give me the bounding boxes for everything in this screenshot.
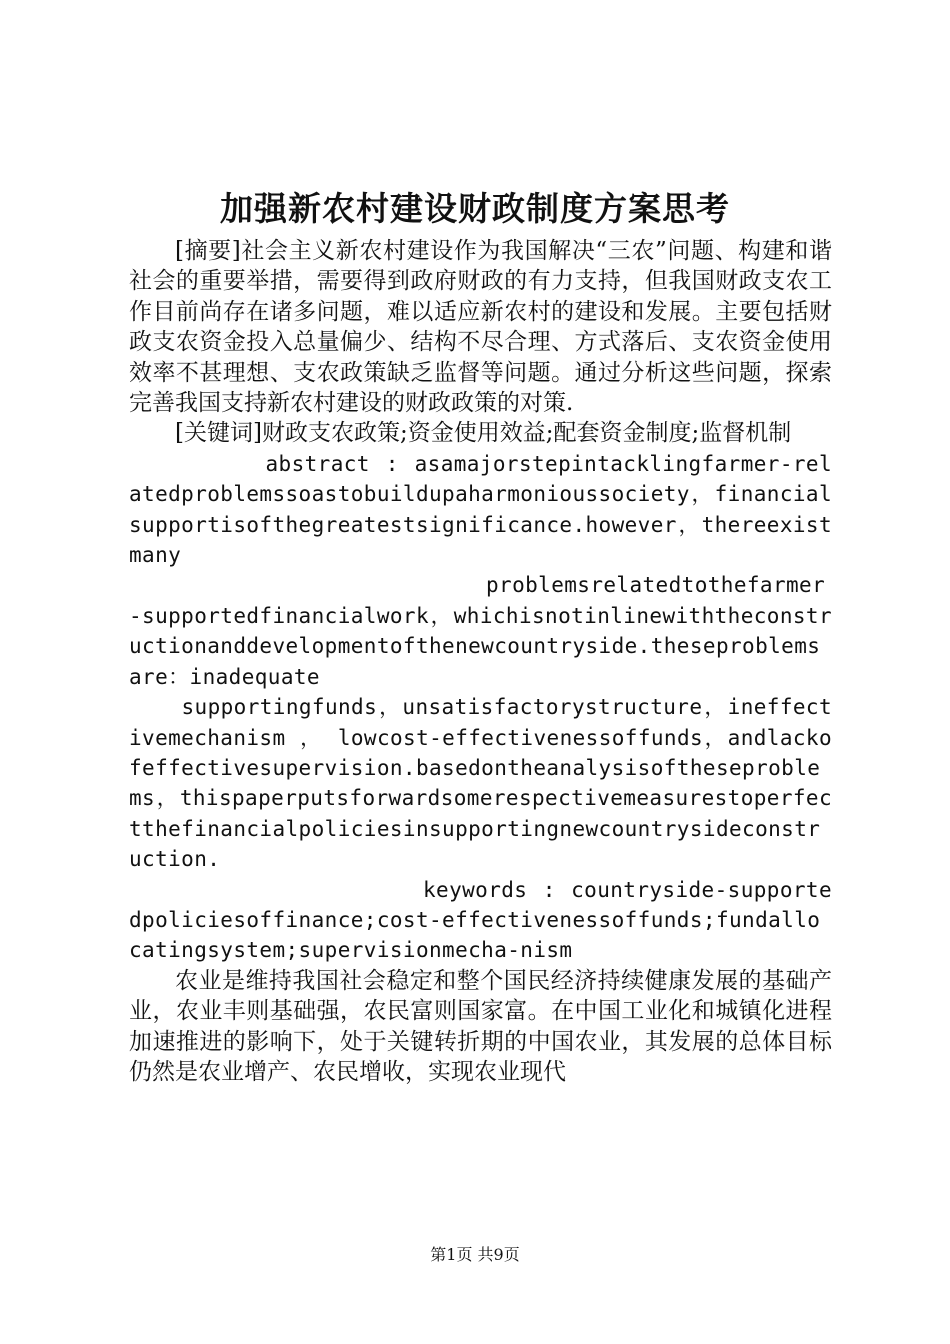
abstract-en-paragraph-2: problemsrelatedtothefarmer-supportedfinancialwork，whichisnotinlinewiththeconstructionanddevelopmentofthenewcountryside.theseproblemsare：inadequate: [129, 573, 832, 689]
keywords-cn-paragraph: [关键词]财政支农政策;资金使用效益;配套资金制度;监督机制: [175, 420, 792, 447]
document-body: [129, 236, 832, 1087]
document-title: 加强新农村建设财政制度方案思考: [220, 189, 730, 228]
abstract-en-paragraph-3: supportingfunds，unsatisfactorystructure，ineffectivemechanism ， lowcost-effectivenessoffunds，andlackofeffectivesupervision.basedontheanalysisoftheseproblems，thispaperputsforwardsomerespectivemeasurestoperfectthefinancialpoliciesinsupportingnewcountrysideconstruction.: [129, 695, 832, 872]
abstract-cn-paragraph: [摘要]社会主义新农村建设作为我国解决“三农”问题、构建和谐社会的重要举措，需要得到政府财政的有力支持，但我国财政支农工作目前尚存在诸多问题，难以适应新农村的建设和发展。主要包括财政支农资金投入总量偏少、结构不尽合理、方式落后、支农资金使用效率不甚理想、支农政策缺乏监督等问题。通过分析这些问题，探索完善我国支持新农村建设的财政政策的对策.: [129, 238, 832, 417]
abstract-en-paragraph-1: abstract : asamajorstepintacklingfarmer-relatedproblemssoastobuildupaharmonioussociety，financialsupportisofthegreatestsignificance.however，thereexistmany: [129, 451, 832, 568]
page-number-footer: 第1页 共9页: [430, 1245, 520, 1264]
body-paragraph: 农业是维持我国社会稳定和整个国民经济持续健康发展的基础产业，农业丰则基础强，农民富则国家富。在中国工业化和城镇化进程加速推进的影响下，处于关键转折期的中国农业，其发展的总体目标仍然是农业增产、农民增收，实现农业现代: [129, 967, 832, 1085]
keywords-en-paragraph: keywords : countryside-supportedpoliciesoffinance;cost-effectivenessoffunds;fundallocatingsystem;supervisionmecha-nism: [129, 877, 832, 963]
